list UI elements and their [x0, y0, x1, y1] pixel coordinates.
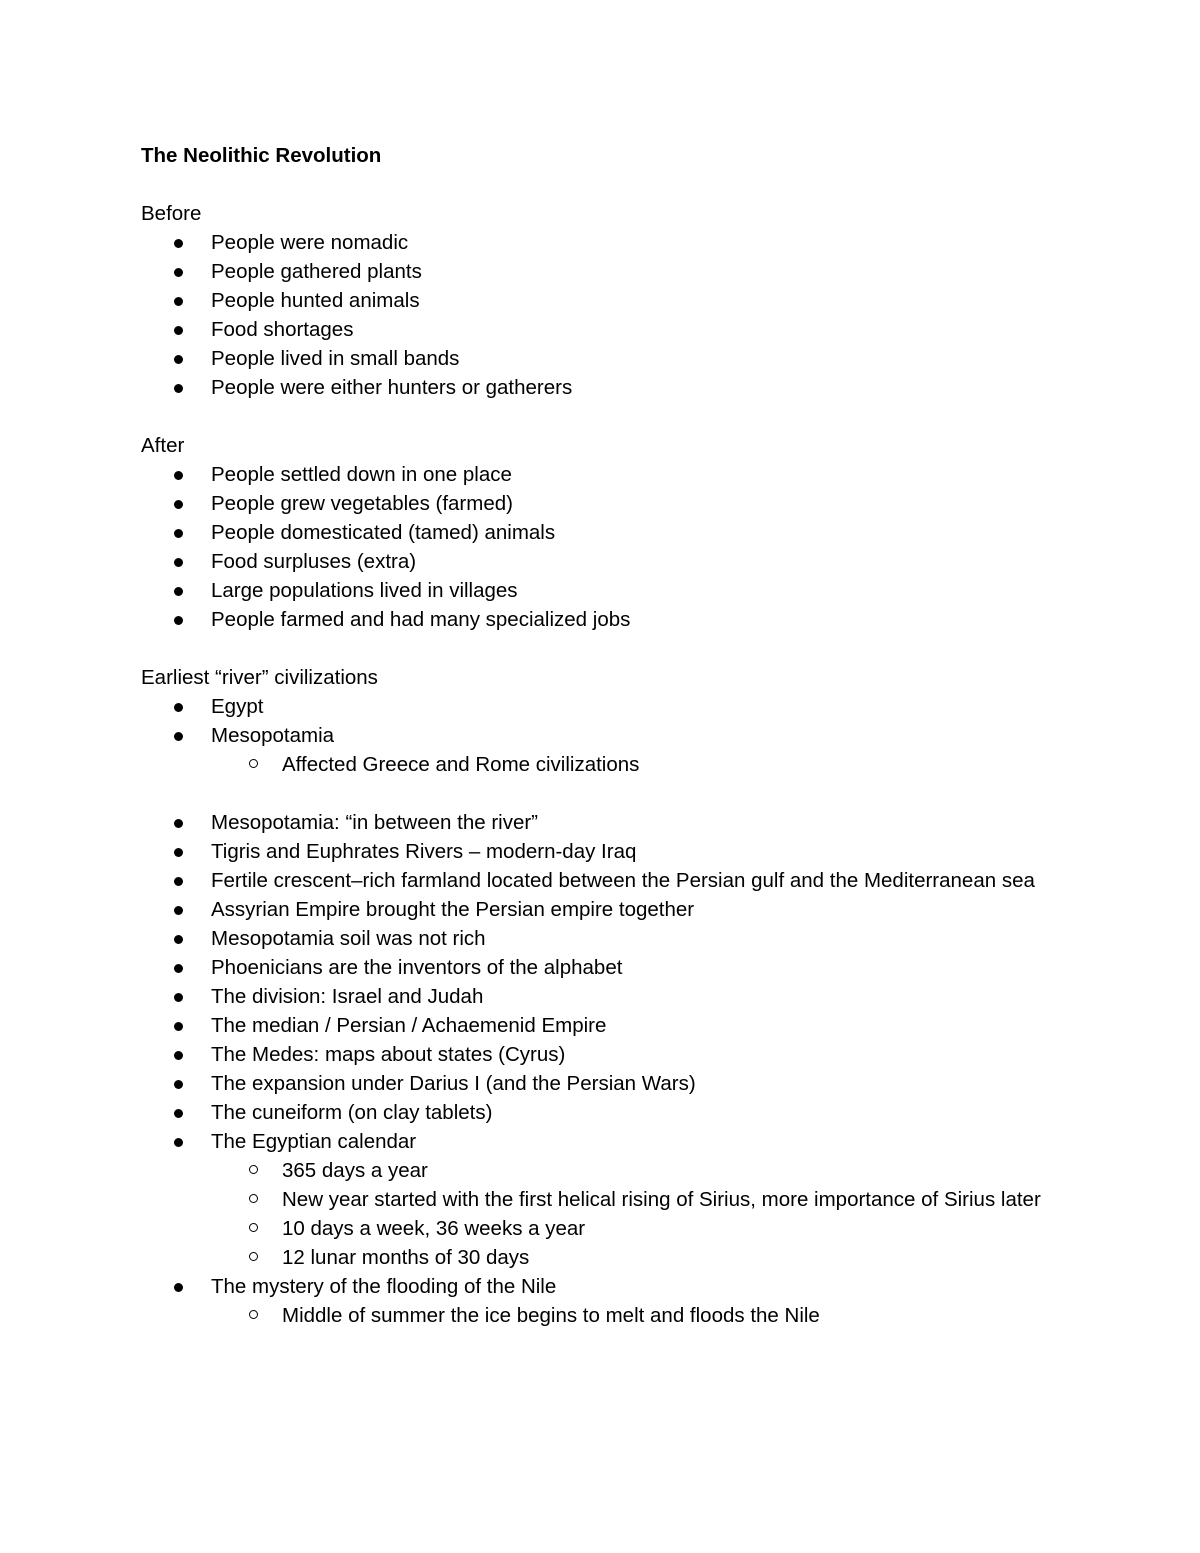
list-item-text: Tigris and Euphrates Rivers – modern-day Iraq — [211, 840, 637, 863]
bullet-icon — [174, 993, 183, 1002]
list-item — [141, 315, 1071, 344]
list-item — [141, 576, 1071, 605]
list-item-text: People farmed and had many specialized jobs — [211, 608, 631, 631]
list-item — [141, 1272, 1071, 1301]
list-item-text: The expansion under Darius I (and the Persian Wars) — [211, 1072, 696, 1095]
list-item-text: Mesopotamia soil was not rich — [211, 927, 486, 950]
section-heading-after: After — [141, 434, 185, 457]
list-item-text: The Medes: maps about states (Cyrus) — [211, 1043, 566, 1066]
sub-list-item — [141, 1214, 1071, 1243]
bullet-icon — [174, 906, 183, 915]
bullet-icon — [174, 384, 183, 393]
list-item-text: The median / Persian / Achaemenid Empire — [211, 1014, 607, 1037]
earliest-list — [141, 692, 1071, 779]
sub-list-item-text: 12 lunar months of 30 days — [282, 1246, 530, 1269]
bullet-icon — [174, 1109, 183, 1118]
list-item-text: Egypt — [211, 695, 264, 718]
list-item — [141, 344, 1071, 373]
bullet-icon — [174, 268, 183, 277]
bullet-icon — [174, 877, 183, 886]
sub-list-item — [141, 1301, 1071, 1330]
bullet-icon — [174, 239, 183, 248]
sub-list-item-text: Middle of summer the ice begins to melt and floods the Nile — [282, 1304, 820, 1327]
list-item-text: Fertile crescent–rich farmland located between the Persian gulf and the Mediterranean sea — [211, 869, 1035, 892]
list-item-text: People lived in small bands — [211, 347, 460, 370]
list-item-text: People hunted animals — [211, 289, 420, 312]
list-item-text: Large populations lived in villages — [211, 579, 518, 602]
list-item — [141, 257, 1071, 286]
bullet-icon — [174, 529, 183, 538]
list-item — [141, 953, 1071, 982]
list-item — [141, 228, 1071, 257]
section-heading-before: Before — [141, 202, 202, 225]
bullet-icon — [174, 326, 183, 335]
list-item-text: The Egyptian calendar — [211, 1130, 417, 1153]
bullet-icon — [174, 848, 183, 857]
sub-list-item-text: New year started with the first helical rising of Sirius, more importance of Sirius later — [282, 1188, 1041, 1211]
sub-list-item — [141, 1156, 1071, 1185]
blank-line — [141, 170, 1071, 199]
bullet-icon — [174, 964, 183, 973]
list-item-text: Mesopotamia: “in between the river” — [211, 811, 539, 834]
bullet-icon — [174, 1138, 183, 1147]
list-item — [141, 1069, 1071, 1098]
list-item-text: The mystery of the flooding of the Nile — [211, 1275, 557, 1298]
section-heading-earliest: Earliest “river” civilizations — [141, 666, 378, 689]
bullet-icon — [174, 1051, 183, 1060]
bullet-icon — [174, 732, 183, 741]
hollow-bullet-icon — [249, 1165, 258, 1174]
bullet-icon — [174, 587, 183, 596]
list-item — [141, 1098, 1071, 1127]
hollow-bullet-icon — [249, 1223, 258, 1232]
list-item — [141, 1127, 1071, 1156]
list-item-text: Food shortages — [211, 318, 354, 341]
list-item-text: People settled down in one place — [211, 463, 512, 486]
before-list — [141, 228, 1071, 402]
list-item-text: People domesticated (tamed) animals — [211, 521, 556, 544]
hollow-bullet-icon — [249, 1194, 258, 1203]
list-item — [141, 837, 1071, 866]
list-item — [141, 605, 1071, 634]
hollow-bullet-icon — [249, 1252, 258, 1261]
list-item — [141, 286, 1071, 315]
bullet-icon — [174, 1283, 183, 1292]
list-item — [141, 518, 1071, 547]
sub-list-item-text: 10 days a week, 36 weeks a year — [282, 1217, 586, 1240]
blank-line — [141, 634, 1071, 663]
list-item — [141, 1011, 1071, 1040]
list-item — [141, 373, 1071, 402]
list-item — [141, 1040, 1071, 1069]
bullet-icon — [174, 1022, 183, 1031]
list-item — [141, 489, 1071, 518]
sub-list-item-text: Affected Greece and Rome civilizations — [282, 753, 640, 776]
list-item-text: People were nomadic — [211, 231, 409, 254]
list-item-text: The division: Israel and Judah — [211, 985, 484, 1008]
hollow-bullet-icon — [249, 1310, 258, 1319]
bullet-icon — [174, 500, 183, 509]
list-item-text: The cuneiform (on clay tablets) — [211, 1101, 493, 1124]
list-item — [141, 924, 1071, 953]
bullet-icon — [174, 297, 183, 306]
blank-line — [141, 402, 1071, 431]
bullet-icon — [174, 1080, 183, 1089]
document-title: The Neolithic Revolution — [141, 144, 382, 167]
list-item-text: People grew vegetables (farmed) — [211, 492, 513, 515]
sub-list-item-text: 365 days a year — [282, 1159, 428, 1182]
list-item — [141, 808, 1071, 837]
bullet-icon — [174, 616, 183, 625]
bullet-icon — [174, 355, 183, 364]
sub-list-item — [141, 1185, 1071, 1214]
document-page — [141, 141, 1071, 1330]
list-item — [141, 692, 1071, 721]
bullet-icon — [174, 558, 183, 567]
list-item — [141, 866, 1071, 895]
after-list — [141, 460, 1071, 634]
sub-list-item — [141, 750, 1071, 779]
list-item-text: People were either hunters or gatherers — [211, 376, 573, 399]
bullet-icon — [174, 819, 183, 828]
bullet-icon — [174, 935, 183, 944]
list-item-text: People gathered plants — [211, 260, 422, 283]
list-item — [141, 721, 1071, 750]
sub-list-item — [141, 1243, 1071, 1272]
list-item-text: Mesopotamia — [211, 724, 335, 747]
list-item-text: Food surpluses (extra) — [211, 550, 417, 573]
list-item — [141, 460, 1071, 489]
notes-list — [141, 808, 1071, 1330]
list-item-text: Phoenicians are the inventors of the alphabet — [211, 956, 623, 979]
hollow-bullet-icon — [249, 759, 258, 768]
list-item — [141, 547, 1071, 576]
bullet-icon — [174, 703, 183, 712]
list-item — [141, 982, 1071, 1011]
list-item — [141, 895, 1071, 924]
bullet-icon — [174, 471, 183, 480]
list-item-text: Assyrian Empire brought the Persian empire together — [211, 898, 695, 921]
blank-line — [141, 779, 1071, 808]
